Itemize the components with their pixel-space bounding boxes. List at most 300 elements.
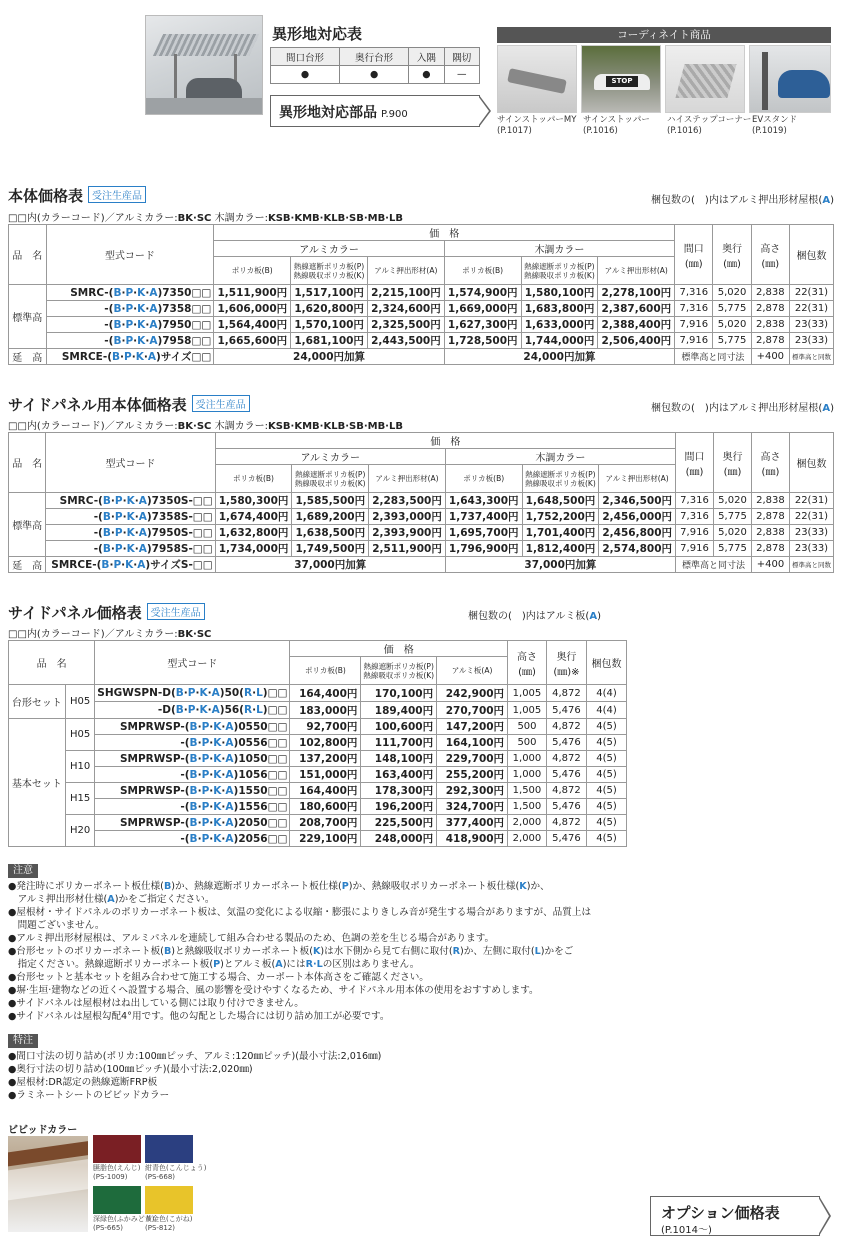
pack-cell: 4(5): [586, 831, 626, 847]
price-cell: 1,681,100円: [291, 333, 368, 349]
price-cell: 183,000円: [290, 702, 361, 719]
group-label: 延 高: [9, 349, 47, 365]
made-to-order-badge: 受注生産品: [147, 603, 205, 620]
features-title: 特注: [8, 1034, 38, 1048]
high-step-corner-image: [665, 45, 745, 113]
pack-cell: 4(5): [586, 735, 626, 751]
width-cell: 7,316: [675, 301, 713, 317]
side-panel-price-table: [8, 640, 627, 847]
price-cell: 2,215,100円: [367, 285, 444, 301]
depth-cell: 5,476: [546, 735, 586, 751]
swatch-caption: 紺青色(こんじょう) (PS-668): [145, 1164, 207, 1181]
depth-cell: 5,020: [713, 285, 751, 301]
ikei-header: 間口台形: [271, 48, 340, 66]
price-cell: 1,796,900円: [445, 541, 522, 557]
price-cell: 1,648,500円: [522, 493, 599, 509]
col-maguchi: 間口 (㎜): [676, 433, 714, 493]
col-extr: アルミ押出形材(A): [369, 465, 446, 493]
price-cell: 1,665,600円: [214, 333, 291, 349]
pack-cell: 23(33): [789, 541, 833, 557]
model-code: -(B·P·K·A)0556□□: [95, 735, 290, 751]
col-pack: 梱包数: [789, 433, 833, 493]
ext-height: +400: [752, 557, 790, 573]
price-cell: 1,627,300円: [444, 317, 521, 333]
width-cell: 7,316: [676, 509, 714, 525]
pack-cell: 23(33): [789, 317, 833, 333]
ext-pack: 標準高と同数: [789, 557, 833, 573]
height-cell: 2,000: [508, 831, 547, 847]
price-cell: 1,633,000円: [521, 317, 598, 333]
height-cell: 2,878: [752, 541, 790, 557]
table-row-extended: [9, 557, 834, 573]
depth-cell: 5,476: [546, 831, 586, 847]
color-swatch: [93, 1135, 141, 1163]
irregular-land-title: 異形地対応表: [272, 25, 363, 43]
notes-title: 注意: [8, 864, 38, 878]
sign-stopper-image: [581, 45, 661, 113]
model-code: -(B·P·K·A)7950□□: [46, 317, 214, 333]
group-label: 標準高: [9, 285, 47, 349]
price-cell: 164,100円: [437, 735, 508, 751]
pack-cell: 23(33): [789, 525, 833, 541]
col-pack: 梱包数: [586, 641, 626, 685]
model-code: -D(B·P·K·A)56(R·L)□□: [95, 702, 290, 719]
depth-cell: 5,775: [714, 541, 752, 557]
price-cell: 151,000円: [290, 767, 361, 783]
pack-note: 梱包数の( )内はアルミ押出形材屋根(A): [651, 195, 834, 206]
model-code: -(B·P·K·A)7958□□: [46, 333, 214, 349]
price-cell: 1,728,500円: [444, 333, 521, 349]
parts-page: P.900: [381, 109, 408, 120]
table-row: [9, 751, 627, 767]
option-label: オプション価格表: [661, 1204, 780, 1222]
price-cell: 229,100円: [290, 831, 361, 847]
price-cell: 1,643,300円: [445, 493, 522, 509]
price-cell: 1,737,400円: [445, 509, 522, 525]
table-row-extended: [9, 349, 834, 365]
price-cell: 1,580,300円: [215, 493, 292, 509]
coord-caption: EVスタンド (P.1019): [752, 115, 798, 136]
feature-line: ●ラミネートシートのビビッドカラー: [8, 1090, 170, 1101]
made-to-order-badge: 受注生産品: [88, 186, 146, 203]
pack-cell: 4(4): [586, 702, 626, 719]
price-cell: 1,701,400円: [522, 525, 599, 541]
depth-cell: 4,872: [546, 719, 586, 735]
model-code: SMPRWSP-(B·P·K·A)2050□□: [95, 815, 290, 831]
table-row: [9, 541, 834, 557]
price-cell: 270,700円: [437, 702, 508, 719]
swatch-caption: 深緑色(ふかみどり) (PS-665): [93, 1215, 155, 1232]
price-cell: 1,511,900円: [214, 285, 291, 301]
ext-height: +400: [751, 349, 789, 365]
vivid-color-title: ビビッドカラー: [8, 1125, 78, 1136]
col-okuyuki: 奥行 (㎜)※: [546, 641, 586, 685]
note-line: ●屋根材・サイドパネルのポリカーボネート板は、気温の変化による収縮・膨張によりきしみ音が発生する場合がありますが、品質上は: [8, 907, 592, 918]
coord-caption: サインストッパー (P.1016): [583, 115, 650, 136]
ikei-value: ●: [340, 66, 409, 84]
depth-cell: 5,775: [713, 333, 751, 349]
model-code: -(B·P·K·A)1056□□: [95, 767, 290, 783]
ext-same: 標準高と同寸法: [675, 349, 752, 365]
stop-text: STOP: [606, 76, 638, 87]
price-cell: 1,606,000円: [214, 301, 291, 317]
col-heat: 熱線遮断ポリカ板(P) 熱線吸収ポリカ板(K): [361, 657, 437, 685]
pack-note: 梱包数の( )内はアルミ板(A): [468, 611, 601, 622]
depth-cell: 5,775: [714, 509, 752, 525]
sub-label: H05: [65, 719, 94, 751]
model-code: SMRCE-(B·P·K·A)サイズS-□□: [46, 557, 215, 573]
depth-cell: 5,020: [714, 493, 752, 509]
table-row: [9, 815, 627, 831]
note-line: ●サイドパネルは屋根勾配4°用です。他の勾配とした場合には切り詰め加工が必要です。: [8, 1011, 390, 1022]
table-row: [9, 735, 627, 751]
price-cell: 163,400円: [361, 767, 437, 783]
table-row: [9, 719, 627, 735]
option-page: (P.1014〜): [661, 1225, 712, 1236]
ikei-header: 奥行台形: [340, 48, 409, 66]
price-cell: 1,749,500円: [292, 541, 369, 557]
depth-cell: 4,872: [546, 685, 586, 702]
coord-caption: サインストッパーMY (P.1017): [497, 115, 577, 136]
depth-cell: 4,872: [546, 783, 586, 799]
col-heat: 熱線遮断ポリカ板(P) 熱線吸収ポリカ板(K): [292, 465, 369, 493]
height-cell: 1,500: [508, 799, 547, 815]
pack-cell: 4(5): [586, 815, 626, 831]
ikei-value: ●: [409, 66, 444, 84]
price-cell: 2,511,900円: [369, 541, 446, 557]
coord-caption: ハイステップコーナー (P.1016): [667, 115, 752, 136]
price-cell: 324,700円: [437, 799, 508, 815]
height-cell: 2,838: [751, 285, 789, 301]
col-pack: 梱包数: [789, 225, 833, 285]
price-cell: 225,500円: [361, 815, 437, 831]
price-cell: 2,325,500円: [367, 317, 444, 333]
price-cell: 2,278,100円: [598, 285, 675, 301]
ikei-value: ●: [271, 66, 340, 84]
col-okuyuki: 奥行 (㎜): [714, 433, 752, 493]
main-price-table: [8, 224, 834, 365]
feature-line: ●屋根材:DR認定の熱線遮断FRP板: [8, 1077, 158, 1088]
height-cell: 2,878: [751, 301, 789, 317]
sub-label: H20: [65, 815, 94, 847]
price-cell: 1,674,400円: [215, 509, 292, 525]
sub-label: H05: [65, 685, 94, 719]
ikei-value: —: [444, 66, 479, 84]
price-cell: 2,283,500円: [369, 493, 446, 509]
price-cell: 1,669,000円: [444, 301, 521, 317]
price-cell: 2,456,800円: [599, 525, 676, 541]
col-poly: ポリカ板(B): [214, 257, 291, 285]
col-alu: アルミカラー: [215, 449, 445, 465]
pack-cell: 4(5): [586, 719, 626, 735]
price-cell: 1,585,500円: [292, 493, 369, 509]
col-okuyuki: 奥行 (㎜): [713, 225, 751, 285]
depth-cell: 5,020: [714, 525, 752, 541]
price-cell: 1,638,500円: [292, 525, 369, 541]
price-cell: 1,752,200円: [522, 509, 599, 525]
col-hinmei: 品 名: [9, 433, 46, 493]
note-line: ●台形セットのポリカーボネート板(B)と熱線吸収ポリカーボネート板(K)は水下側から見て右側に取付(R)か、左側に取付(L)かをご: [8, 946, 574, 957]
col-wood: 木調カラー: [444, 241, 674, 257]
price-cell: 255,200円: [437, 767, 508, 783]
pack-cell: 4(5): [586, 751, 626, 767]
table-row: [9, 702, 627, 719]
note-line: ●発注時にポリカーボネート板仕様(B)か、熱線遮断ポリカーボネート板仕様(P)か、熱線吸収ポリカーボネート板仕様(K)か、: [8, 881, 550, 892]
price-cell: 147,200円: [437, 719, 508, 735]
notes-body: [8, 880, 838, 1023]
table-row: [9, 493, 834, 509]
col-poly: ポリカ板(B): [444, 257, 521, 285]
price-cell: 2,456,000円: [599, 509, 676, 525]
model-code: SMRC-(B·P·K·A)7350S-□□: [46, 493, 215, 509]
col-alu: アルミカラー: [214, 241, 444, 257]
pack-cell: 23(33): [789, 333, 833, 349]
price-cell: 1,564,400円: [214, 317, 291, 333]
price-cell: 2,393,900円: [369, 525, 446, 541]
model-code: -(B·P·K·A)7958S-□□: [46, 541, 215, 557]
price-cell: 1,632,800円: [215, 525, 292, 541]
height-cell: 1,000: [508, 767, 547, 783]
price-cell: 1,570,100円: [291, 317, 368, 333]
table-row: [9, 831, 627, 847]
height-cell: 2,838: [752, 525, 790, 541]
feature-line: ●奥行寸法の切り詰め(100㎜ピッチ)(最小寸法:2,020㎜): [8, 1064, 253, 1075]
carport-hero-image: [145, 15, 263, 115]
price-cell: 229,700円: [437, 751, 508, 767]
height-cell: 2,878: [752, 509, 790, 525]
swatch-caption: 臙脂色(えんじ) (PS-1009): [93, 1164, 141, 1181]
model-code: SHGWSPN-D(B·P·K·A)50(R·L)□□: [95, 685, 290, 702]
price-cell: 1,574,900円: [444, 285, 521, 301]
color-swatch: [93, 1186, 141, 1214]
table-row: [9, 783, 627, 799]
model-code: -(B·P·K·A)1556□□: [95, 799, 290, 815]
table-row: [9, 525, 834, 541]
price-cell: 111,700円: [361, 735, 437, 751]
depth-cell: 5,476: [546, 767, 586, 783]
col-takasa: 高さ (㎜): [752, 433, 790, 493]
note-line: ●塀·生垣·建物などの近くへ設置する場合、風の影響を受けやすくなるため、サイドパネル用本体の使用をおすすめします。: [8, 985, 539, 996]
ikei-header: 入隅: [409, 48, 444, 66]
price-cell: 148,100円: [361, 751, 437, 767]
width-cell: 7,916: [676, 525, 714, 541]
price-cell: 2,346,500円: [599, 493, 676, 509]
price-cell: 2,387,600円: [598, 301, 675, 317]
model-code: SMPRWSP-(B·P·K·A)1550□□: [95, 783, 290, 799]
pack-cell: 22(31): [789, 285, 833, 301]
height-cell: 1,005: [508, 702, 547, 719]
depth-cell: 5,476: [546, 799, 586, 815]
height-cell: 2,838: [752, 493, 790, 509]
ext-price: 37,000円加算: [445, 557, 675, 573]
chevron-right-icon: [819, 1196, 831, 1236]
width-cell: 7,916: [676, 541, 714, 557]
color-swatch: [145, 1186, 193, 1214]
price-cell: 1,683,800円: [521, 301, 598, 317]
note-line: 問題ございません。: [8, 920, 105, 931]
width-cell: 7,316: [675, 285, 713, 301]
pack-cell: 22(31): [789, 301, 833, 317]
table-row: [9, 317, 834, 333]
col-poly: ポリカ板(B): [290, 657, 361, 685]
price-cell: 189,400円: [361, 702, 437, 719]
price-cell: 2,506,400円: [598, 333, 675, 349]
height-cell: 2,878: [751, 333, 789, 349]
price-cell: 2,388,400円: [598, 317, 675, 333]
price-cell: 418,900円: [437, 831, 508, 847]
price-cell: 196,200円: [361, 799, 437, 815]
irregular-land-table: [270, 47, 480, 84]
price-cell: 1,744,000円: [521, 333, 598, 349]
width-cell: 7,316: [676, 493, 714, 509]
irregular-parts-link[interactable]: [270, 95, 480, 127]
depth-cell: 5,775: [713, 301, 751, 317]
note-line: ●台形セットと基本セットを組み合わせて施工する場合、カーポート本体高さをご確認ください。: [8, 972, 429, 983]
price-cell: 102,800円: [290, 735, 361, 751]
ev-stand-image: [749, 45, 831, 113]
col-hinmei: 品 名: [9, 225, 47, 285]
pack-cell: 4(5): [586, 783, 626, 799]
pack-cell: 22(31): [789, 509, 833, 525]
table-row: [9, 301, 834, 317]
col-heat: 熱線遮断ポリカ板(P) 熱線吸収ポリカ板(K): [522, 465, 599, 493]
price-cell: 178,300円: [361, 783, 437, 799]
height-cell: 2,838: [751, 317, 789, 333]
price-cell: 1,620,800円: [291, 301, 368, 317]
col-heat: 熱線遮断ポリカ板(P) 熱線吸収ポリカ板(K): [521, 257, 598, 285]
ext-price: 24,000円加算: [214, 349, 444, 365]
price-cell: 248,000円: [361, 831, 437, 847]
pack-cell: 4(5): [586, 799, 626, 815]
pack-cell: 4(5): [586, 767, 626, 783]
col-wood: 木調カラー: [445, 449, 675, 465]
table-row: [9, 799, 627, 815]
col-price: 価 格: [215, 433, 675, 449]
col-extr: アルミ押出形材(A): [599, 465, 676, 493]
note-line: ●サイドパネルは屋根材はね出している側には取り付けできません。: [8, 998, 304, 1009]
group-label: 延 高: [9, 557, 46, 573]
price-cell: 1,689,200円: [292, 509, 369, 525]
price-cell: 292,300円: [437, 783, 508, 799]
model-code: -(B·P·K·A)7358□□: [46, 301, 214, 317]
col-takasa: 高さ (㎜): [751, 225, 789, 285]
ext-same: 標準高と同寸法: [676, 557, 752, 573]
height-cell: 1,005: [508, 685, 547, 702]
note-line: ●アルミ押出形材屋根は、アルミパネルを連続して組み合わせる製品のため、色調の差を生じる場合があります。: [8, 933, 495, 944]
option-price-link[interactable]: [650, 1196, 820, 1236]
depth-cell: 4,872: [546, 815, 586, 831]
model-code: -(B·P·K·A)7358S-□□: [46, 509, 215, 525]
price-cell: 100,600円: [361, 719, 437, 735]
price-cell: 377,400円: [437, 815, 508, 831]
height-cell: 1,000: [508, 751, 547, 767]
price-cell: 2,393,000円: [369, 509, 446, 525]
width-cell: 7,916: [675, 333, 713, 349]
width-cell: 7,916: [675, 317, 713, 333]
height-cell: 2,000: [508, 815, 547, 831]
pack-note: 梱包数の( )内はアルミ押出形材屋根(A): [651, 403, 834, 414]
model-code: -(B·P·K·A)2056□□: [95, 831, 290, 847]
sub-label: H15: [65, 783, 94, 815]
chevron-right-icon: [479, 95, 491, 127]
col-alu-plate: アルミ板(A): [437, 657, 508, 685]
col-takasa: 高さ (㎜): [508, 641, 547, 685]
price-cell: 164,400円: [290, 783, 361, 799]
col-code: 型式コード: [46, 225, 214, 285]
depth-cell: 4,872: [546, 751, 586, 767]
price-cell: 1,695,700円: [445, 525, 522, 541]
price-cell: 164,400円: [290, 685, 361, 702]
color-note: □□内(カラーコード)／アルミカラー:BK·SC 木調カラー:KSB·KMB·KLB·SB·MB·LB: [8, 421, 403, 432]
table-row: [9, 509, 834, 525]
model-code: -(B·P·K·A)7950S-□□: [46, 525, 215, 541]
ikei-header: 隅切: [444, 48, 479, 66]
price-cell: 208,700円: [290, 815, 361, 831]
col-code: 型式コード: [46, 433, 215, 493]
table-row: [9, 685, 627, 702]
model-code: SMPRWSP-(B·P·K·A)0550□□: [95, 719, 290, 735]
col-code: 型式コード: [95, 641, 290, 685]
sub-label: H10: [65, 751, 94, 783]
col-hinmei: 品 名: [9, 641, 95, 685]
price-cell: 180,600円: [290, 799, 361, 815]
table-row: [9, 333, 834, 349]
swatch-caption: 黄金色(こがね) (PS-812): [145, 1215, 193, 1232]
made-to-order-badge: 受注生産品: [192, 395, 250, 412]
col-price: 価 格: [290, 641, 508, 657]
model-code: SMRCE-(B·P·K·A)サイズ□□: [46, 349, 214, 365]
model-code: SMPRWSP-(B·P·K·A)1050□□: [95, 751, 290, 767]
price-cell: 242,900円: [437, 685, 508, 702]
depth-cell: 5,020: [713, 317, 751, 333]
height-cell: 500: [508, 735, 547, 751]
features-body: [8, 1050, 838, 1102]
section-title-main: 本体価格表 受注生産品: [8, 185, 146, 206]
ext-pack: 標準高と同数: [789, 349, 833, 365]
note-line: 指定ください。熱線遮断ポリカーボネート板(P)とアルミ板(A)にはR·Lの区別はありません。: [8, 959, 420, 970]
price-cell: 2,324,600円: [367, 301, 444, 317]
pack-cell: 22(31): [789, 493, 833, 509]
section-title-side-main: サイドパネル用本体価格表 受注生産品: [8, 394, 250, 415]
vivid-carport-image: [8, 1136, 88, 1232]
price-cell: 1,812,400円: [522, 541, 599, 557]
price-cell: 1,517,100円: [291, 285, 368, 301]
col-poly: ポリカ板(B): [445, 465, 522, 493]
color-swatch: [145, 1135, 193, 1163]
depth-cell: 5,476: [546, 702, 586, 719]
coordinate-products-title: コーディネイト商品: [497, 27, 831, 43]
feature-line: ●間口寸法の切り詰め(ポリカ:100㎜ピッチ、アルミ:120㎜ピッチ)(最小寸法:2,016㎜): [8, 1051, 382, 1062]
price-cell: 1,580,100円: [521, 285, 598, 301]
pack-cell: 4(4): [586, 685, 626, 702]
parts-label: 異形地対応部品: [279, 105, 377, 121]
section-title-side-panel: サイドパネル価格表 受注生産品: [8, 602, 205, 623]
note-line: アルミ押出形材仕様(A)かをご指定ください。: [8, 894, 215, 905]
sign-stopper-my-image: [497, 45, 577, 113]
price-cell: 92,700円: [290, 719, 361, 735]
height-cell: 1,500: [508, 783, 547, 799]
col-extr: アルミ押出形材(A): [367, 257, 444, 285]
table-row: [9, 285, 834, 301]
price-cell: 170,100円: [361, 685, 437, 702]
price-cell: 1,734,000円: [215, 541, 292, 557]
table-row: [9, 767, 627, 783]
col-price: 価 格: [214, 225, 675, 241]
side-main-price-table: [8, 432, 834, 573]
group-label: 基本セット: [9, 719, 66, 847]
col-heat: 熱線遮断ポリカ板(P) 熱線吸収ポリカ板(K): [291, 257, 368, 285]
group-label: 台形セット: [9, 685, 66, 719]
